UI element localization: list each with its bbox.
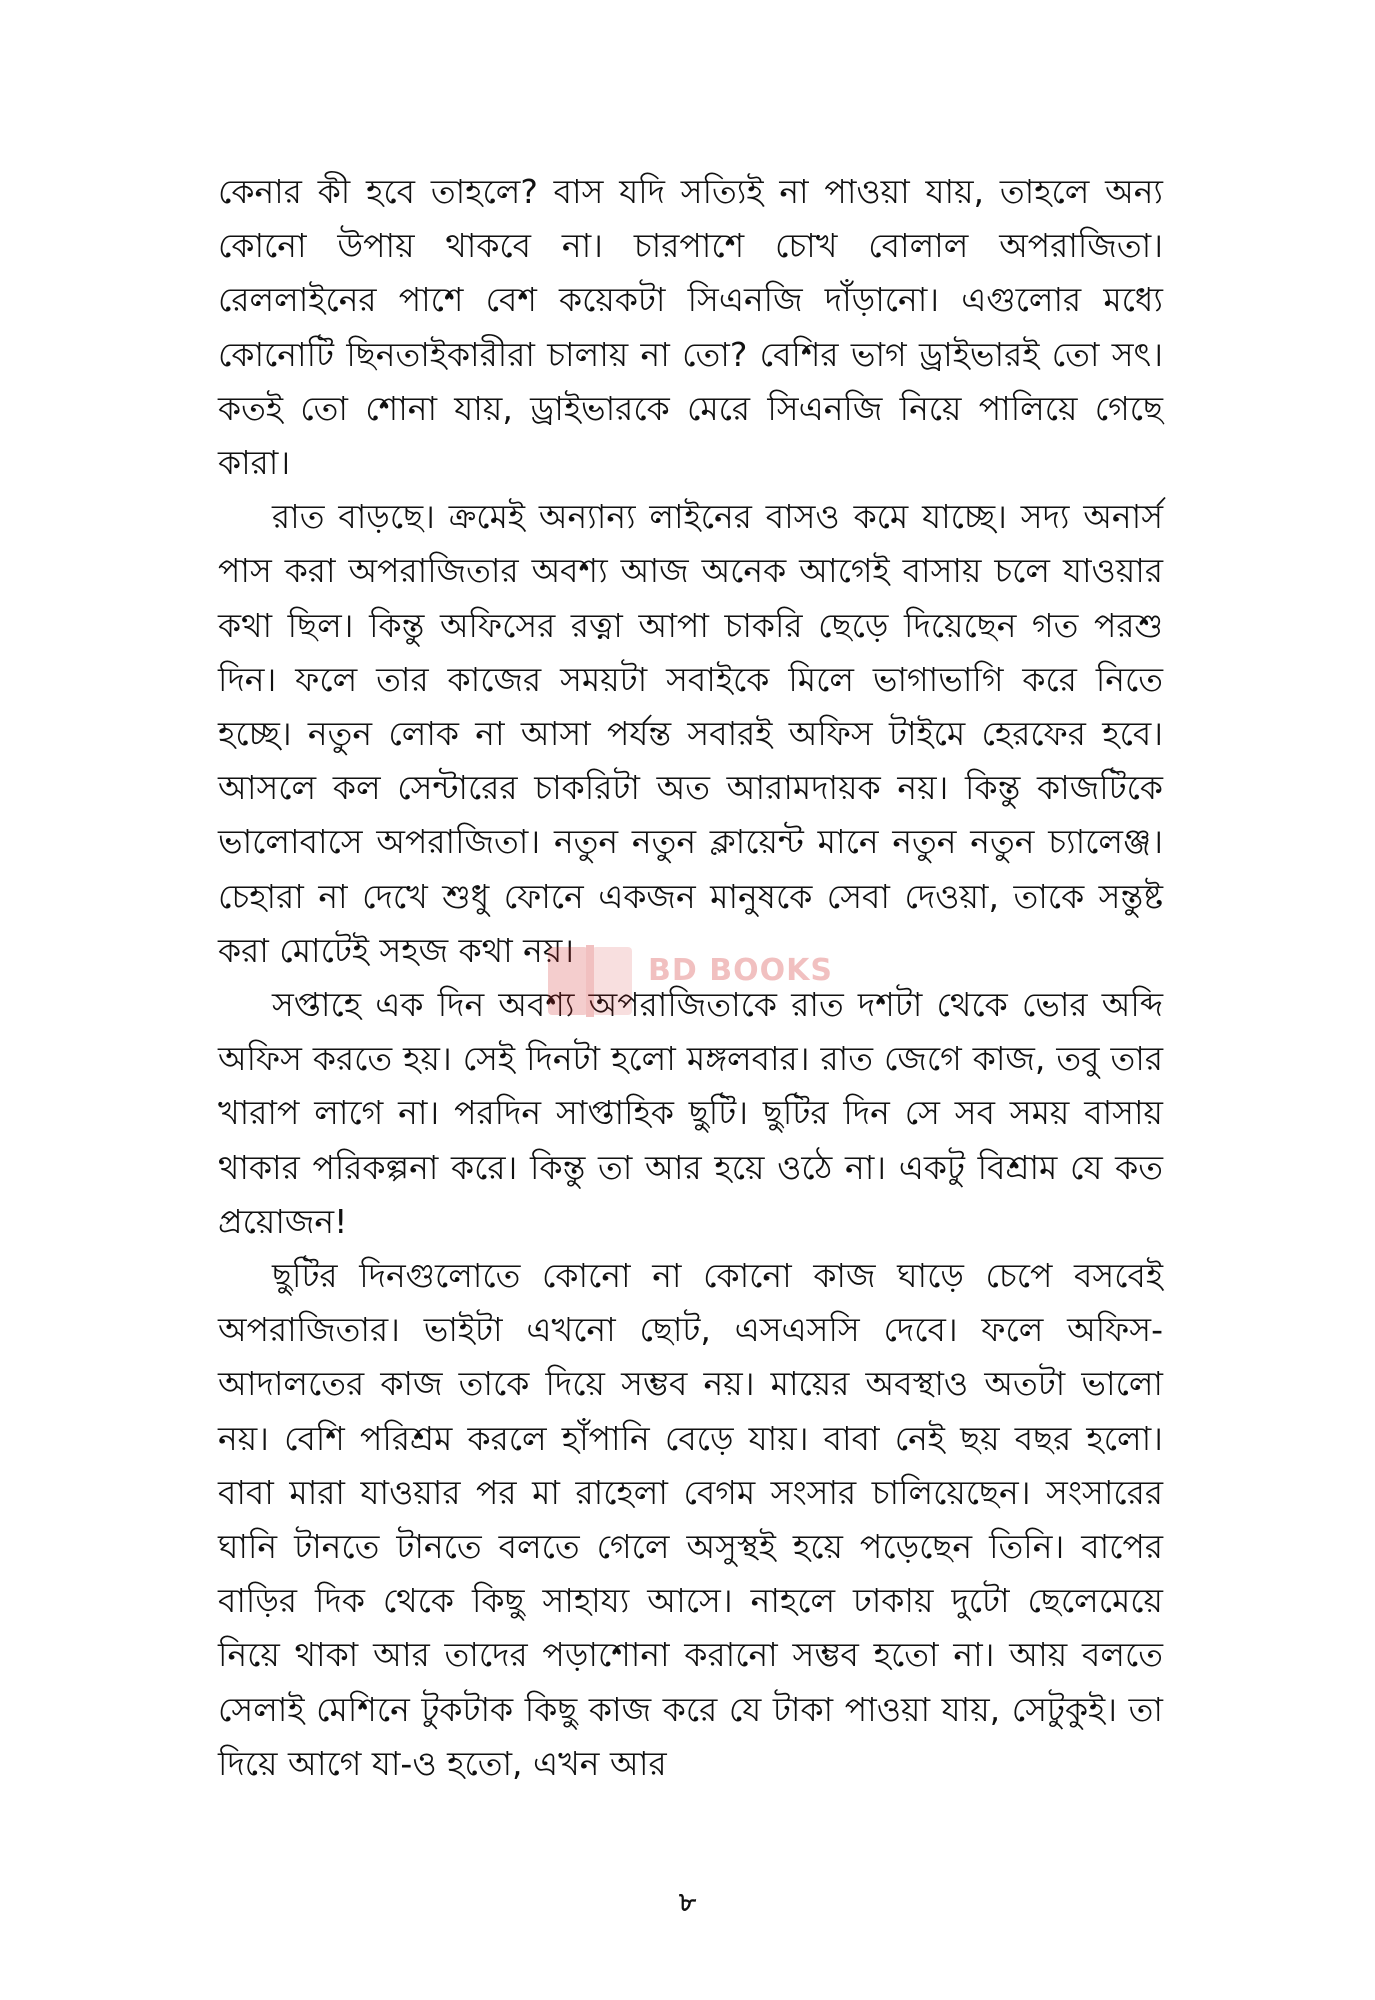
paragraph-4: ছুটির দিনগুলোতে কোনো না কোনো কাজ ঘাড়ে চেপে বসবেই অপরাজিতার। ভাইটা এখনো ছোট, এসএসসি দেবে। ফলে অফিস-আদালতের কাজ তাকে দিয়ে সম্ভব নয়। মায়ের অবস্থাও অতটা ভালো নয়। বেশি পরিশ্রম করলে হাঁপানি বেড়ে যায়। বাবা নেই ছয় বছর হলো। বাবা মারা যাওয়ার পর মা রাহেলা বেগম সংসার চালিয়েছেন। সংসারের ঘানি টানতে টানতে বলতে গেলে অসুস্থই হয়ে পড়েছেন তিনি। বাপের বাড়ির দিক থেকে কিছু সাহায্য আসে। নাহলে ঢাকায় দুটো ছেলেমেয়ে নিয়ে থাকা আর তাদের পড়াশোনা করানো সম্ভব হতো না। আয় বলতে সেলাই মেশিনে টুকটাক কিছু কাজ করে যে টাকা পাওয়া যায়, সেটুকুই। তা দিয়ে আগে যা-ও হতো, এখন আর bbox=[218, 1256, 1163, 1783]
paragraph-3: সপ্তাহে এক দিন অবশ্য অপরাজিতাকে রাত দশটা থেকে ভোর অব্দি অফিস করতে হয়। সেই দিনটা হলো মঙ্গলবার। রাত জেগে কাজ, তবু তার খারাপ লাগে না। পরদিন সাপ্তাহিক ছুটি। ছুটির দিন সে সব সময় বাসায় থাকার পরিকল্পনা করে। কিন্তু তা আর হয়ে ওঠে না। একটু বিশ্রাম যে কত প্রয়োজন! bbox=[218, 985, 1163, 1241]
watermark-text: BD BOOKS bbox=[648, 953, 833, 988]
page-number: ৮ bbox=[679, 1888, 696, 1918]
body-text bbox=[218, 165, 1163, 1791]
paragraph-1: কেনার কী হবে তাহলে? বাস যদি সত্যিই না পাওয়া যায়, তাহলে অন্য কোনো উপায় থাকবে না। চারপাশে চোখ বোলাল অপরাজিতা। রেললাইনের পাশে বেশ কয়েকটা সিএনজি দাঁড়ানো। এগুলোর মধ্যে কোনোটি ছিনতাইকারীরা চালায় না তো? বেশির ভাগ ড্রাইভারই তো সৎ। কতই তো শোনা যায়, ড্রাইভারকে মেরে সিএনজি নিয়ে পালিয়ে গেছে কারা। bbox=[218, 172, 1163, 483]
paragraph-2: রাত বাড়ছে। ক্রমেই অন্যান্য লাইনের বাসও কমে যাচ্ছে। সদ্য অনার্স পাস করা অপরাজিতার অবশ্য আজ অনেক আগেই বাসায় চলে যাওয়ার কথা ছিল। কিন্তু অফিসের রত্না আপা চাকরি ছেড়ে দিয়েছেন গত পরশু দিন। ফলে তার কাজের সময়টা সবাইকে মিলে ভাগাভাগি করে নিতে হচ্ছে। নতুন লোক না আসা পর্যন্ত সবারই অফিস টাইমে হেরফের হবে। আসলে কল সেন্টারের চাকরিটা অত আরামদায়ক নয়। কিন্তু কাজটিকে ভালোবাসে অপরাজিতা। নতুন নতুন ক্লায়েন্ট মানে নতুন নতুন চ্যালেঞ্জ। চেহারা না দেখে শুধু ফোনে একজন মানুষকে সেবা দেওয়া, তাকে সন্তুষ্ট করা মোটেই সহজ কথা নয়। bbox=[218, 497, 1163, 970]
